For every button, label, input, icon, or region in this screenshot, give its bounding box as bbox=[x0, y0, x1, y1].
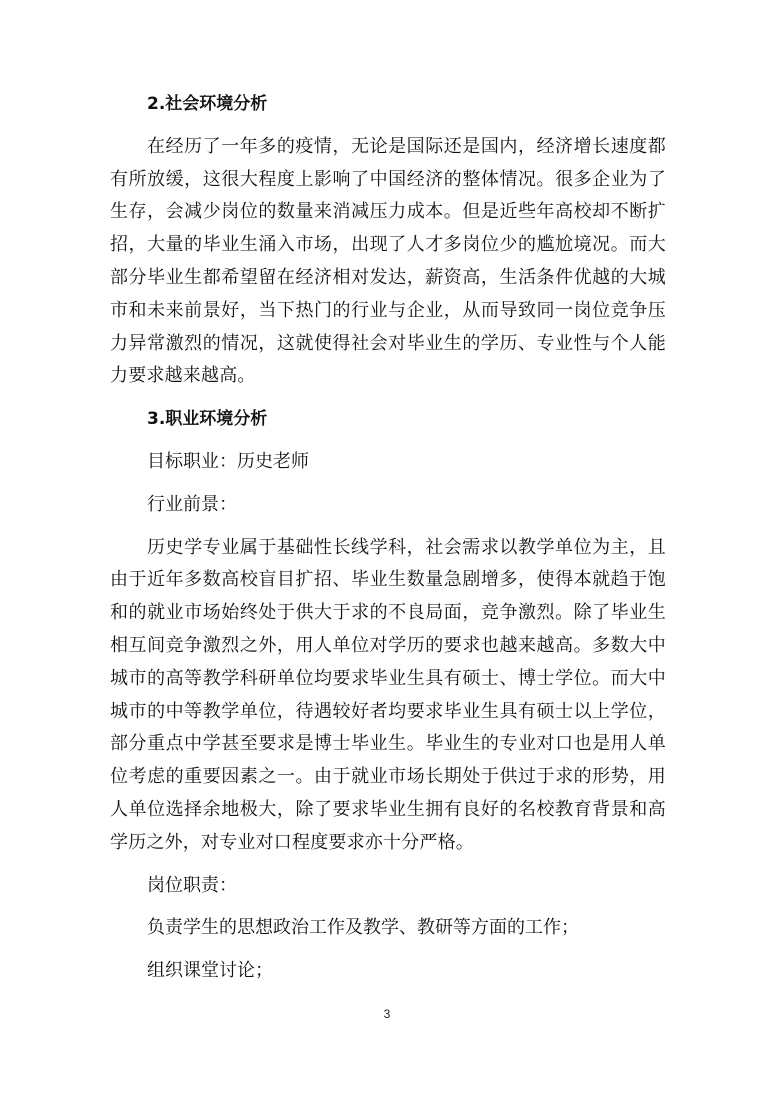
industry-outlook-paragraph: 历史学专业属于基础性长线学科，社会需求以教学单位为主，且由于近年多数高校盲目扩招、毕业生数量急剧增多，使得本就趋于饱和的就业市场始终处于供大于求的不良局面，竞争激烈。除了毕业生相互间竞争激烈之外，用人单位对学历的要求也越来越高。多数大中城市的高等教学科研单位均要求毕业生具有硕士、博士学位。而大中城市的中等教学单位，待遇较好者均要求毕业生具有硕士以上学位，部分重点中学甚至要求是博士毕业生。毕业生的专业对口也是用人单位考虑的重要因素之一。由于就业市场长期处于供过于求的形势，用人单位选择余地极大，除了要求毕业生拥有良好的名校教育背景和高学历之外，对专业对口程度要求亦十分严格。 bbox=[110, 536, 666, 853]
job-duty-item-1: 负责学生的思想政治工作及教学、教研等方面的工作； bbox=[147, 917, 579, 939]
job-duty-item-2: 组织课堂讨论； bbox=[147, 960, 273, 982]
social-environment-paragraph: 在经历了一年多的疫情，无论是国际还是国内，经济增长速度都有所放缓，这很大程度上影响了中国经济的整体情况。很多企业为了生存，会减少岗位的数量来消减压力成本。但是近些年高校却不断扩招，大量的毕业生涌入市场，出现了人才多岗位少的尴尬境况。而大部分毕业生都希望留在经济相对发达，薪资高，生活条件优越的大城市和未来前景好，当下热门的行业与企业，从而导致同一岗位竞争压力异常激烈的情况，这就使得社会对毕业生的学历、专业性与个人能力要求越来越高。 bbox=[110, 135, 666, 387]
section-heading-social-environment: 2.社会环境分析 bbox=[147, 94, 268, 114]
industry-outlook-label: 行业前景： bbox=[147, 493, 237, 515]
section-heading-career-environment: 3.职业环境分析 bbox=[147, 409, 268, 430]
page-number: 3 bbox=[383, 1007, 391, 1021]
page-content bbox=[110, 88, 666, 998]
job-duties-label: 岗位职责： bbox=[147, 874, 237, 896]
target-job-line: 目标职业：历史老师 bbox=[147, 450, 309, 472]
